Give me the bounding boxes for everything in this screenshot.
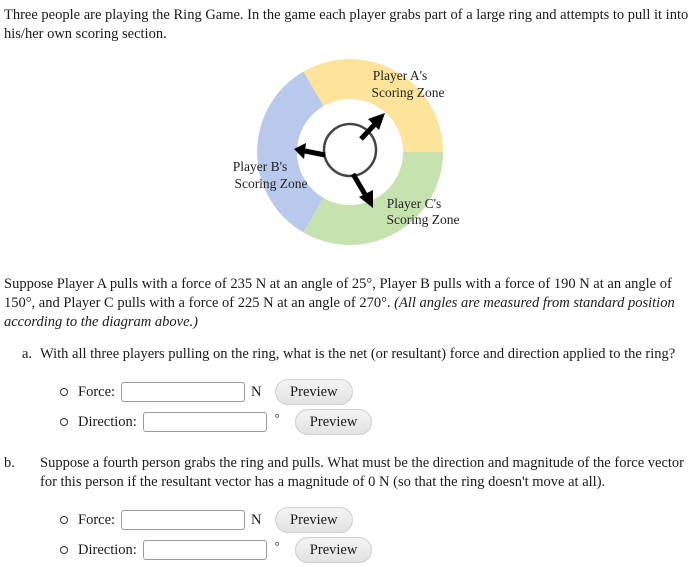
problem-statement	[4, 275, 696, 332]
part-a-direction-label: Direction:	[78, 413, 137, 430]
part-a-letter: a.	[22, 346, 33, 362]
problem-note: (All angles are measured from standard position according to the diagram above.)	[4, 295, 675, 330]
part-a-force-unit: N	[251, 383, 262, 400]
part-a-force-input[interactable]	[121, 382, 245, 402]
zone-a-label: Player A's	[372, 68, 428, 83]
part-a-force-row	[60, 380, 353, 404]
part-b-direction-label: Direction:	[78, 541, 137, 558]
zone-c-label: Scoring Zone	[386, 212, 460, 227]
part-a-direction-row	[60, 410, 372, 434]
part-b-direction-row	[60, 538, 372, 562]
bullet-icon	[60, 546, 68, 554]
part-a-force-label: Force:	[78, 383, 116, 400]
part-a-text: With all three players pulling on the ring, what is the net (or resultant) force and direction applied to the ring?	[40, 346, 676, 362]
arrow-player-b	[294, 143, 325, 159]
arrow-player-c	[353, 174, 373, 208]
part-a-direction-input[interactable]	[143, 412, 267, 432]
part-b-text: Suppose a fourth person grabs the ring and pulls. What must be the direction and magnitude of the force vector for this person if the resultant vector has a magnitude of 0 N (so that the ring doesn't move at all).	[40, 455, 685, 490]
bullet-icon	[60, 418, 68, 426]
zone-b-label: Scoring Zone	[234, 176, 308, 191]
problem-text: Suppose Player A pulls with a force of 235 N at an angle of 25°, Player B pulls with a force of 190 N at an angle of 150°, and Player C pulls with a force of 225 N at an angle of 270°.	[4, 276, 672, 311]
intro-text: Three people are playing the Ring Game. In the game each player grabs part of a large ring and attempts to pull it into his/her own scoring section.	[4, 7, 689, 42]
part-a-direction-unit: °	[274, 410, 280, 425]
bullet-icon	[60, 516, 68, 524]
part-b-force-unit: N	[251, 511, 262, 528]
part-a-force-preview-button[interactable]: Preview	[275, 379, 353, 405]
part-a-direction-preview-button[interactable]: Preview	[295, 409, 373, 435]
part-b-force-row	[60, 508, 353, 532]
zone-a-label: Scoring Zone	[371, 85, 445, 100]
part-b-direction-unit: °	[274, 538, 280, 553]
part-b-force-label: Force:	[78, 511, 116, 528]
zone-b-label: Player B's	[232, 159, 288, 174]
zone-c-label: Player C's	[386, 196, 442, 211]
part-b-force-preview-button[interactable]: Preview	[275, 507, 353, 533]
part-b-question	[4, 454, 694, 492]
part-b-direction-input[interactable]	[143, 540, 267, 560]
bullet-icon	[60, 388, 68, 396]
part-b-direction-preview-button[interactable]: Preview	[295, 537, 373, 563]
part-a-question	[22, 345, 694, 364]
ring-game-diagram	[0, 0, 700, 270]
part-b-force-input[interactable]	[121, 510, 245, 530]
arrow-player-a	[361, 113, 385, 139]
part-b-letter: b.	[4, 455, 15, 471]
